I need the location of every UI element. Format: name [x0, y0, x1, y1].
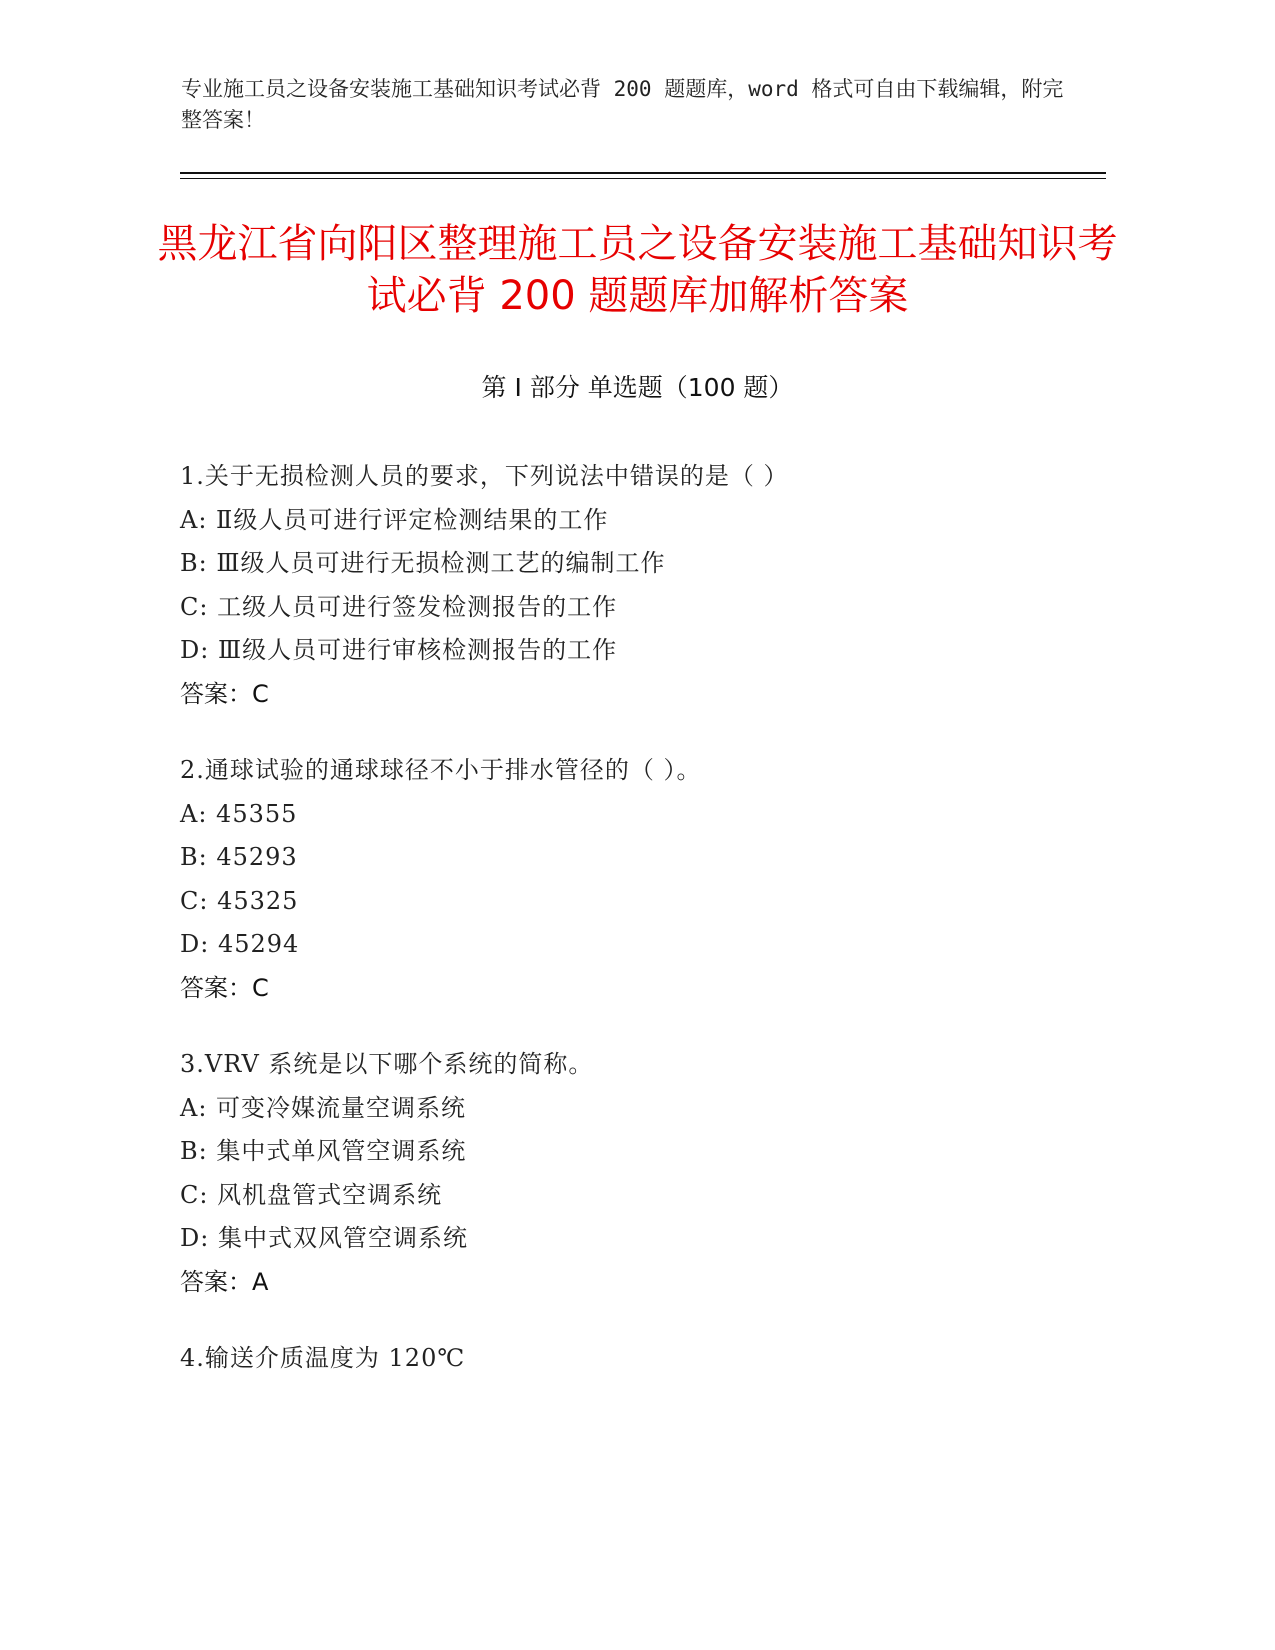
- option-d: D: Ⅲ级人员可进行审核检测报告的工作: [180, 636, 618, 664]
- option-d: D: 45294: [180, 930, 300, 958]
- section-heading: 第 I 部分 单选题（100 题）: [481, 373, 794, 402]
- option-b: B: 45293: [180, 843, 298, 871]
- header-divider-thin: [180, 178, 1106, 179]
- question-stem: 4.输送介质温度为 120℃: [180, 1344, 466, 1372]
- question-4: [180, 1337, 1110, 1381]
- answer-line: 答案：C: [180, 679, 269, 708]
- option-c: C: 风机盘管式空调系统: [180, 1180, 443, 1209]
- question-list: [180, 455, 1110, 1414]
- option-a: A: 可变冷媒流量空调系统: [180, 1093, 467, 1122]
- question-stem: 1.关于无损检测人员的要求，下列说法中错误的是（ ）: [180, 462, 789, 490]
- option-c: C: 工级人员可进行签发检测报告的工作: [180, 592, 618, 621]
- answer-line: 答案：A: [180, 1267, 269, 1296]
- question-1: [180, 455, 1110, 716]
- option-a: A: Ⅱ级人员可进行评定检测结果的工作: [180, 505, 609, 534]
- answer-line: 答案：C: [180, 973, 269, 1002]
- document-title: 黑龙江省向阳区整理施工员之设备安装施工基础知识考试必背 200 题题库加解析答案: [157, 221, 1118, 319]
- question-3: [180, 1043, 1110, 1304]
- option-a: A: 45355: [180, 799, 298, 828]
- header-divider-thick: [180, 172, 1106, 174]
- option-d: D: 集中式双风管空调系统: [180, 1224, 468, 1252]
- option-b: B: 集中式单风管空调系统: [180, 1137, 467, 1165]
- header-note: 专业施工员之设备安装施工基础知识考试必背 200 题题库，word 格式可自由下载编辑，附完整答案！: [181, 77, 1064, 132]
- option-b: B: Ⅲ级人员可进行无损检测工艺的编制工作: [180, 549, 666, 577]
- question-2: [180, 749, 1110, 1010]
- option-c: C: 45325: [180, 886, 299, 915]
- question-stem: 2.通球试验的通球球径不小于排水管径的（ ）。: [180, 756, 702, 784]
- question-stem: 3.VRV 系统是以下哪个系统的简称。: [180, 1050, 594, 1078]
